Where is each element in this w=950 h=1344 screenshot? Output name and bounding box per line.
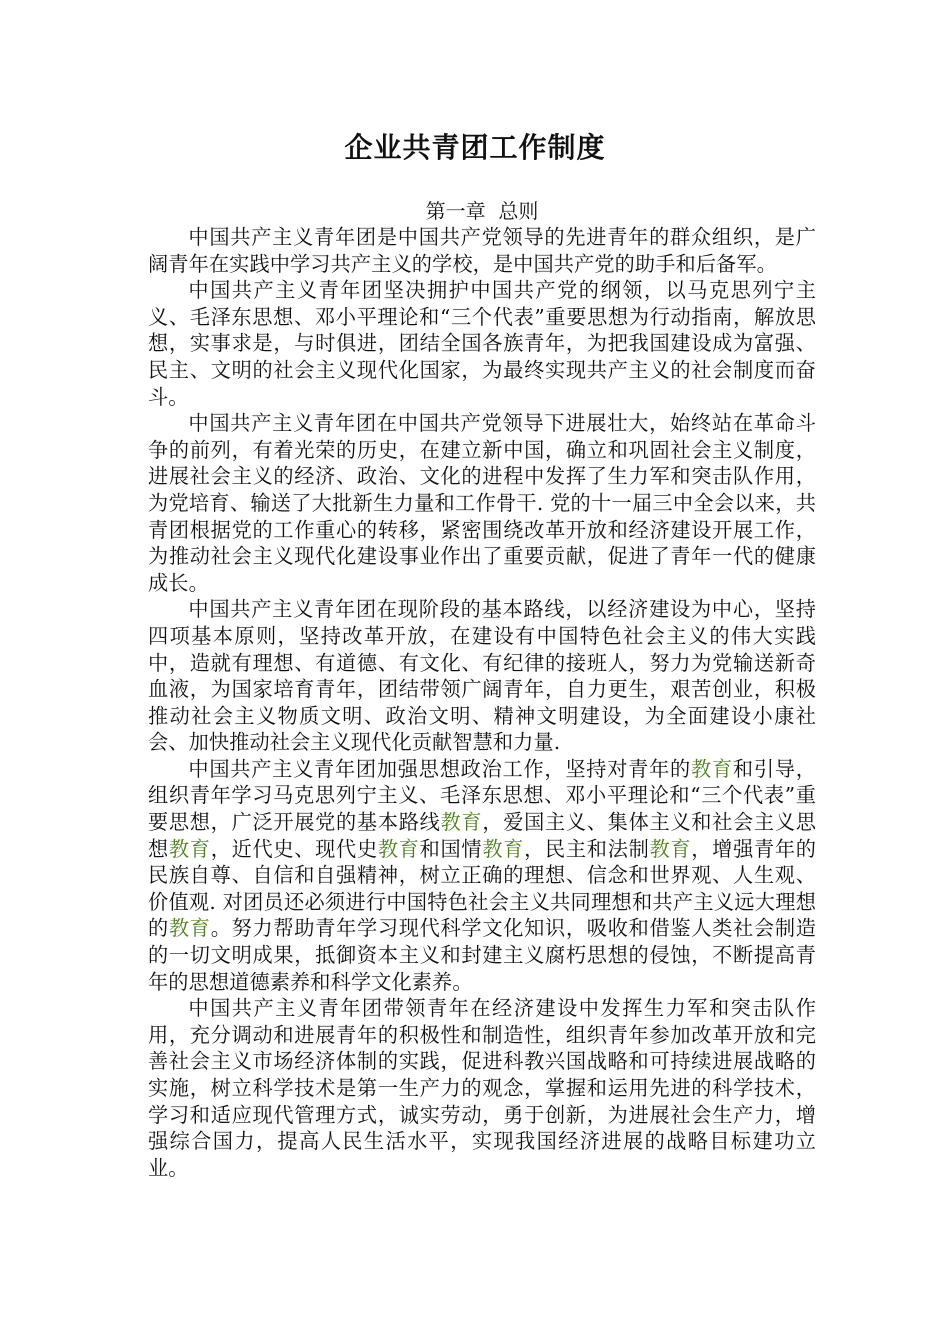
document-body <box>148 198 816 1181</box>
paragraph-text: 和引导，组织青年学习马克思列宁主义、毛泽东思想、邓小平理论和“三个代表”重要思想，广泛开展党的基本路线 <box>148 756 817 835</box>
chapter-heading: 第一章 总则 <box>425 199 539 223</box>
paragraph-text: 中国共产主义青年团是中国共产党领导的先进青年的群众组织，是广阔青年在实践中学习共产主义的学校，是中国共产党的助手和后备军。 <box>148 225 816 276</box>
paragraph-text: 中国共产主义青年团在中国共产党领导下进展壮大，始终站在革命斗争的前列，有着光荣的历史，在建立新中国，确立和巩固社会主义制度，进展社会主义的经济、政治、文化的进程中发挥了生力军和突击队作用，为党培育、输送了大批新生力量和工作骨干. 党的十一届三中全会以来，共青团根据党的工作重心的转移，紧密围绕改革开放和经济建设开展工作，为推动社会主义现代化建设事业作出了重要贡献，促进了青年一代的健康成长。 <box>148 411 816 595</box>
paragraph <box>148 224 816 277</box>
paragraph-text: ，民主和法制 <box>524 836 650 861</box>
paragraph <box>148 277 816 410</box>
keyword-link[interactable]: 教育 <box>377 836 420 861</box>
paragraph-text: 中国共产主义青年团在现阶段的基本路线，以经济建设为中心，坚持四项基本原则，坚持改革开放，在建设有中国特色社会主义的伟大实践中，造就有理想、有道德、有文化、有纪律的接班人，努力为党输送新奇血液，为国家培育青年，团结带领广阔青年，自力更生，艰苦创业，积极推动社会主义物质文明、政治文明、精神文明建设，为全面建设小康社会、加快推动社会主义现代化贡献智慧和力量. <box>148 597 816 755</box>
keyword-link[interactable]: 教育 <box>649 836 692 861</box>
paragraph <box>148 995 816 1181</box>
keyword-link[interactable]: 教育 <box>482 836 525 861</box>
paragraph-text: 。努力帮助青年学习现代科学文化知识，吸收和借鉴人类社会制造的一切文明成果，抵御资本主义和封建主义腐朽思想的侵蚀，不断提高青年的思想道德素养和科学文化素养。 <box>148 916 817 994</box>
paragraph <box>148 756 816 995</box>
keyword-link[interactable]: 教育 <box>168 916 211 941</box>
paragraph <box>148 410 816 596</box>
paragraph-text: 中国共产主义青年团坚决拥护中国共产党的纲领，以马克思列宁主义、毛泽东思想、邓小平理论和“三个代表”重要思想为行动指南，解放思想，实事求是，与时俱进，团结全国各族青年，为把我国建设成为富强、民主、文明的社会主义现代化国家，为最终实现共产主义的社会制度而奋斗。 <box>148 278 816 409</box>
paragraph-text: ，爱国主义、集体主义和社会主义思想 <box>148 810 817 861</box>
paragraph <box>148 596 816 756</box>
document-title: 企业共青团工作制度 <box>344 131 606 164</box>
keyword-link[interactable]: 教育 <box>691 756 733 781</box>
keyword-link[interactable]: 教育 <box>440 810 483 835</box>
paragraph-text: ，增强青年的民族自尊、自信和自强精神，树立正确的理想、信念和世界观、人生观、价值观. 对团员还必须进行中国特色社会主义共同理想和共产主义远大理想的 <box>148 836 817 941</box>
paragraph-text: ，近代史、现代史 <box>210 836 378 861</box>
paragraph-text: 中国共产主义青年团带领青年在经济建设中发挥生力军和突击队作用，充分调动和进展青年的积极性和制造性，组织青年参加改革开放和完善社会主义市场经济体制的实践，促进科教兴国战略和可持续进展战略的实施，树立科学技术是第一生产力的观念，掌握和运用先进的科学技术，学习和适应现代管理方式，诚实劳动，勇于创新，为进展社会生产力，增强综合国力，提高人民生活水平，实现我国经济进展的战略目标建功立业。 <box>148 996 816 1180</box>
paragraph-text: 和国情 <box>419 836 483 861</box>
paragraph-text: 中国共产主义青年团加强思想政治工作，坚持对青年的 <box>188 756 691 781</box>
keyword-link[interactable]: 教育 <box>168 836 211 861</box>
